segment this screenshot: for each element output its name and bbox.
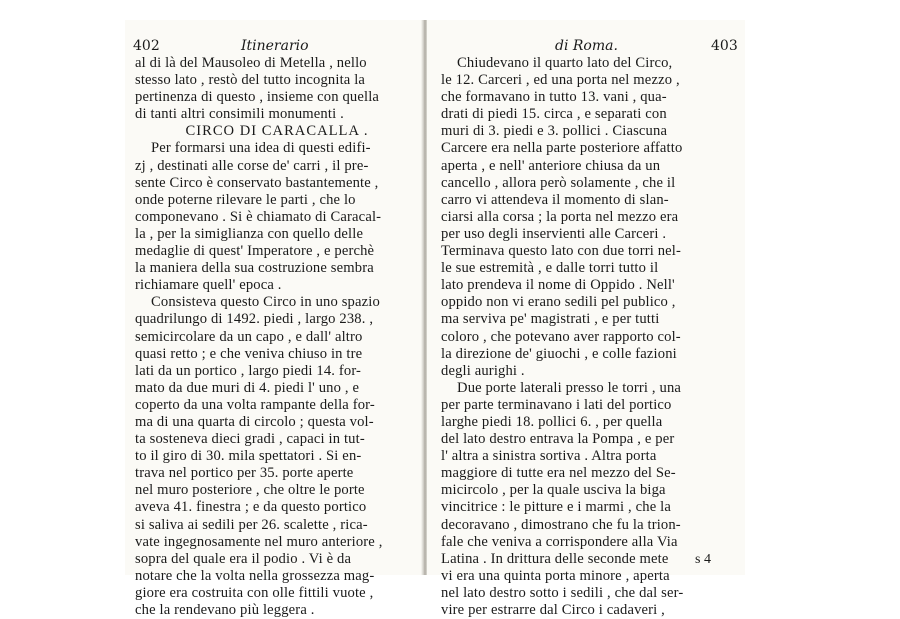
text-line: Due porte laterali presso le torri , una [457,379,682,396]
text-line: lato prendeva il nome di Oppido . Nell' [441,277,675,294]
text-line: to il giro di 30. mila spettatori . Si en- [135,448,362,465]
text-line: mato da due muri di 4. piedi l' uno , e [135,379,360,396]
text-line: fale che veniva a corrispondere alla Via [441,533,678,550]
text-line: Carcere era nella parte posteriore affatto [441,140,683,157]
text-line: decoravano , dimostrano che fu la trion- [441,516,681,533]
text-line: che formavano in tutto 13. vani , qua- [441,89,667,106]
right-text-block [441,55,741,619]
text-line: che la rendevano più leggera . [135,602,315,618]
text-line: aveva 41. finestra ; e da questo portico [135,499,367,516]
section-heading: CIRCO DI CARACALLA . [185,123,369,140]
text-line: ma serviva pe' magistrati , e per tutti [441,311,660,328]
text-line: cancello , allora però solamente , che il [441,174,676,191]
text-line: trava nel portico per 35. porte aperte [135,465,354,482]
text-line: componevano . Si è chiamato di Caracal- [135,208,382,225]
text-line: per parte terminavano i lati del portico [441,396,672,413]
text-line: di tanti altri consimili monumenti . [135,106,344,123]
text-line: larghe piedi 18. pollici 6. , per quella [441,413,663,430]
text-line: per uso degli inservienti alle Carceri . [441,225,667,242]
text-line: maggiore di tutte era nel mezzo del Se- [441,465,676,482]
text-line: medaglie di quest' Imperatore , e perchè [135,243,375,260]
text-line: la maniera della sua costruzione sembra [135,260,374,277]
text-line: ciarsi alla corsa ; la porta nel mezzo era [441,208,679,225]
text-line: carro vi attendeva il momento di slan- [441,191,669,208]
text-line: quasi retto ; e che veniva chiuso in tre [135,345,363,362]
text-line: notare che la volta nella grossezza mag- [135,567,375,584]
text-line: Terminava questo lato con due torri nel- [441,243,682,260]
signature-mark: s 4 [695,552,711,567]
text-line: la , per la simiglianza con quello delle [135,225,364,242]
text-line: sente Circo è conservato bastantemente , [135,174,379,191]
right-running-head: di Roma. [555,38,618,54]
text-line: la direzione de' giuochi , e colle fazioni [441,345,677,362]
book-spread [125,20,745,618]
text-line: del lato destro entrava la Pompa , e per [441,431,675,448]
text-line: richiamare quell' epoca . [135,277,282,294]
text-line: semicircolare da un capo , e dall' altro [135,328,363,345]
text-line: aperta , e nell' anteriore chiusa da un [441,157,661,174]
text-line: lati da un portico , largo piedi 14. for- [135,362,362,379]
right-page [427,20,745,618]
text-line: stesso lato , restò del tutto incognita la [135,72,366,89]
text-line: zj , destinati alle corse de' carri , il pre- [135,157,369,174]
text-line: oppido non vi erano sedili pel publico , [441,294,676,311]
left-page [125,20,423,618]
text-line: si saliva ai sedili per 26. scalette , rica- [135,516,368,533]
text-line: vi era una quinta porta minore , aperta [441,567,670,584]
text-line: micircolo , per la quale usciva la biga [441,482,666,499]
text-line: coperto da una volta rampante della for- [135,396,375,413]
left-page-number: 402 [133,38,160,54]
text-line: Latina . In drittura delle seconde mete [441,550,669,567]
text-line: vincitrice : le pitture e i marmi , che la [441,499,671,516]
text-line: le sue estremità , e dalle torri tutto il [441,260,659,277]
text-line: vate ingegnosamente nel muro anteriore , [135,533,383,550]
text-line: Per formarsi una idea di questi edifi- [151,140,371,157]
right-page-number: 403 [711,38,738,54]
text-line: coloro , che potevano aver rapporto col- [441,328,681,345]
text-line: l' altra a sinistra sortiva . Altra porta [441,448,657,465]
text-line: vire per estrarre dal Circo i cadaveri , [441,602,665,618]
text-line: pertinenza di questo , insieme con quella [135,89,380,106]
text-line: ta sosteneva dieci gradi , capaci in tut- [135,431,365,448]
text-line: quadrilungo di 1492. piedi , largo 238. , [135,311,374,328]
left-running-head: Itinerario [241,38,309,54]
text-line: giore era costruita con olle fittili vuote , [135,584,374,601]
text-line: degli aurighi . [441,362,525,379]
text-line: nel lato destro sotto i sedili , che dal ser- [441,584,684,601]
text-line: ma di una quarta di circolo ; questa vol- [135,413,374,430]
left-text-block [135,55,419,619]
text-line: nel muro posteriore , che oltre le porte [135,482,365,499]
text-line: le 12. Carceri , ed una porta nel mezzo , [441,72,680,89]
text-line: Consisteva questo Circo in uno spazio [151,294,380,311]
text-line: drati di piedi 15. circa , e separati con [441,106,667,123]
text-line: muri di 3. piedi e 3. pollici . Ciascuna [441,123,668,140]
text-line: onde poterne rilevare le parti , che lo [135,191,356,208]
text-line: al di là del Mausoleo di Metella , nello [135,55,367,71]
text-line: sopra del quale era il podio . Vi è da [135,550,352,567]
text-line: Chiudevano il quarto lato del Circo, [457,55,673,71]
